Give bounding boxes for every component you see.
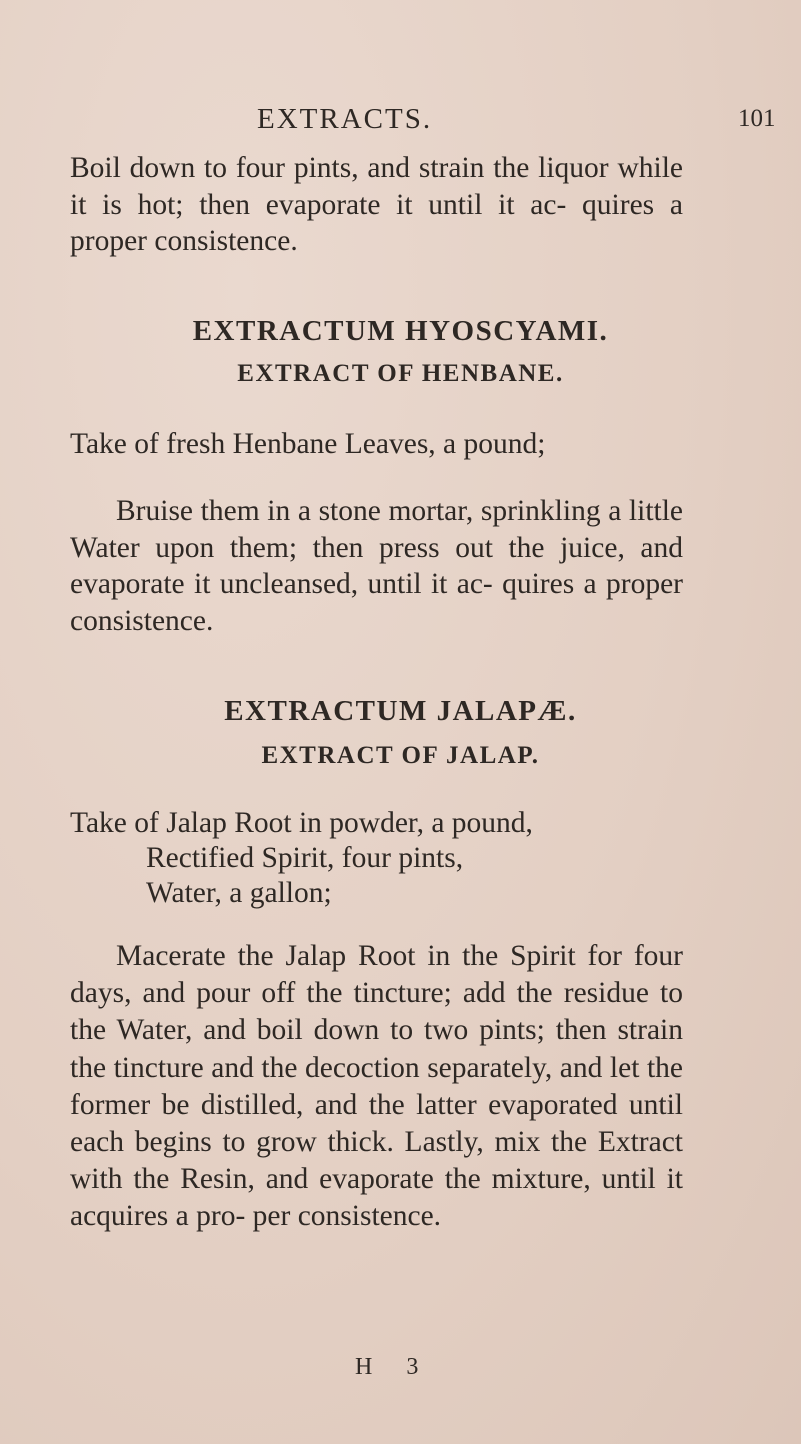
ingredient-item: Water, a gallon;	[146, 877, 332, 909]
jalapae-latin-heading: EXTRACTUM JALAPÆ.	[224, 695, 577, 727]
jalapae-ingredients	[70, 806, 710, 911]
ingredient-item: Take of Jalap Root in powder, a pound,	[70, 807, 533, 839]
intro-paragraph: Boil down to four pints, and strain the liquor while it is hot; then evaporate it until it ac- quires a proper consistence.	[70, 152, 683, 257]
hyoscyami-latin-heading: EXTRACTUM HYOSCYAMI.	[192, 315, 609, 347]
page-number: 101	[738, 105, 776, 132]
signature-mark: H 3	[355, 1354, 433, 1380]
ingredient-item: Rectified Spirit, four pints,	[146, 842, 464, 874]
jalapae-method: Macerate the Jalap Root in the Spirit for four days, and pour off the tincture; add the residue to the Water, and boil down to two pints; then strain the tincture and the decoction separately, and let the former be distilled, and the latter evaporated until each begins to grow thick. Lastly, mix the Extract with the Resin, and evaporate the mixture, until it acquires a pro- per consistence.	[70, 940, 683, 1233]
jalapae-english-heading: EXTRACT OF JALAP.	[261, 742, 540, 769]
hyoscyami-method: Bruise them in a stone mortar, sprinkling a little Water upon them; then press out the juice, and evaporate it uncleansed, until it ac- quires a proper consistence.	[70, 495, 683, 637]
hyoscyami-english-heading: EXTRACT OF HENBANE.	[237, 360, 564, 387]
running-head	[0, 103, 801, 143]
running-title: EXTRACTS.	[257, 103, 433, 135]
hyoscyami-ingredient: Take of fresh Henbane Leaves, a pound;	[70, 428, 546, 460]
